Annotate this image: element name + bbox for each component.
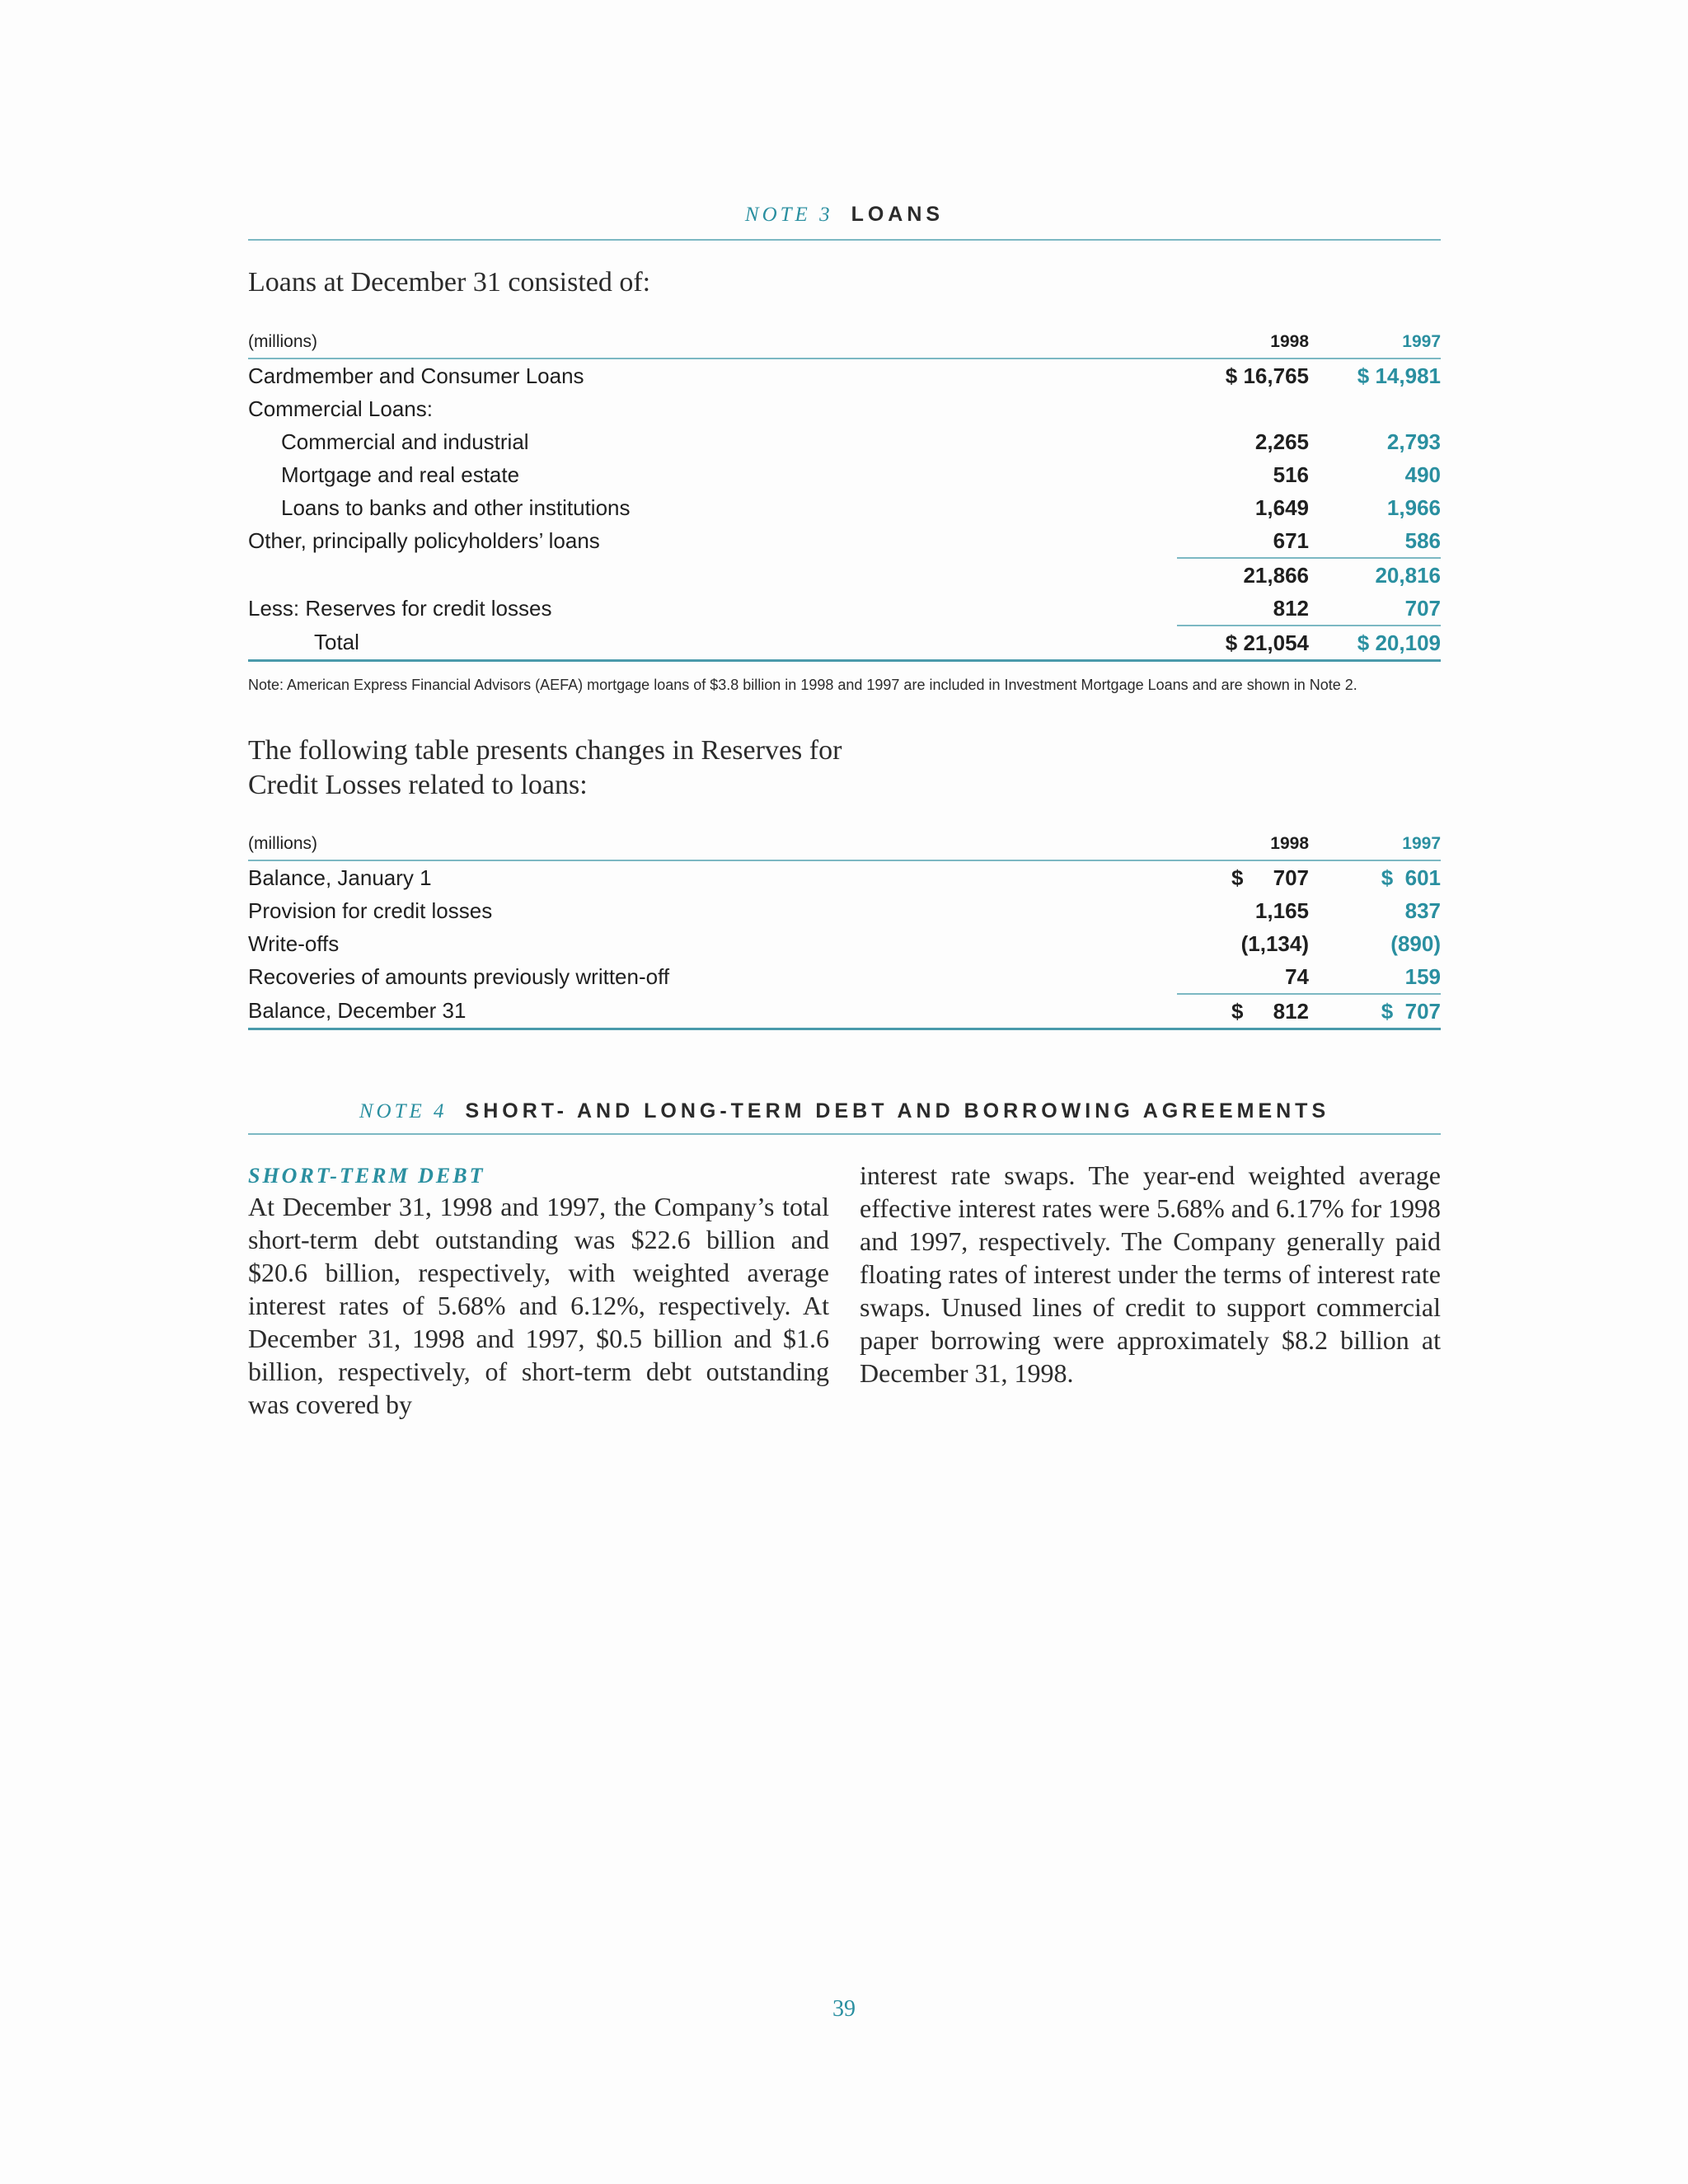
value-1998: 516	[1273, 462, 1309, 487]
row-label: Balance, January 1	[248, 860, 1177, 894]
table-row	[248, 860, 1441, 894]
table-row-total	[248, 994, 1441, 1029]
table-row	[248, 359, 1441, 392]
table-row-subtotal	[248, 558, 1441, 592]
row-label: Cardmember and Consumer Loans	[248, 359, 1177, 392]
value-1998: (1,134)	[1240, 930, 1309, 956]
table-header-row	[248, 828, 1441, 860]
row-label: Other, principally policyholders’ loans	[248, 528, 600, 553]
row-label: Total	[248, 626, 1177, 661]
value-1997: $ 20,109	[1309, 626, 1441, 661]
loans-intro: Loans at December 31 consisted of:	[248, 267, 651, 298]
value-1998: $ 21,054	[1177, 626, 1309, 661]
value-1997: 20,816	[1309, 558, 1441, 592]
col-1997-header: 1997	[1402, 834, 1441, 853]
loans-table	[248, 326, 1441, 662]
value-1997: 707	[1404, 595, 1441, 621]
table-row-total	[248, 626, 1441, 661]
value-1998: 74	[1285, 963, 1309, 989]
note4-title: SHORT- AND LONG-TERM DEBT AND BORROWING AGREEMENTS	[465, 1099, 1330, 1122]
note3-heading	[248, 203, 1441, 227]
unit-label: (millions)	[248, 834, 317, 853]
table-row	[248, 524, 1441, 558]
table-row	[248, 425, 1441, 458]
row-label: Mortgage and real estate	[281, 462, 520, 487]
table-row	[248, 927, 1441, 960]
value-1998: 2,265	[1254, 429, 1309, 454]
col-1997-header: 1997	[1402, 332, 1441, 351]
table-header-row	[248, 326, 1441, 359]
table-row	[248, 392, 1441, 425]
value-1997: 1,966	[1386, 494, 1441, 520]
reserves-intro	[248, 733, 842, 803]
reserves-table	[248, 828, 1441, 1030]
aefa-note: Note: American Express Financial Advisors (AEFA) mortgage loans of $3.8 billion in 1998 and 1997 are included in Investment Mortgage Loans and are shown in Note 2.	[248, 677, 1357, 693]
note4-heading	[248, 1099, 1441, 1123]
unit-label: (millions)	[248, 332, 317, 351]
row-label: Commercial and industrial	[281, 429, 529, 454]
row-label: Provision for credit losses	[248, 898, 493, 923]
value-1998: $ 707	[1177, 860, 1309, 894]
value-1997: 2,793	[1386, 429, 1441, 454]
value-1997: $ 707	[1309, 994, 1441, 1029]
row-label: Loans to banks and other institutions	[281, 494, 631, 520]
value-1998: 671	[1273, 527, 1309, 553]
table-row	[248, 894, 1441, 927]
note3-title: LOANS	[851, 203, 945, 226]
body-column-right	[860, 1159, 1441, 1390]
col-1998-header: 1998	[1270, 834, 1309, 853]
value-1997: 837	[1404, 898, 1441, 923]
body-column-left	[248, 1162, 829, 1421]
table-row	[248, 458, 1441, 491]
body-paragraph-1: At December 31, 1998 and 1997, the Company’s total short-term debt outstanding was $22.6 billion and $20.6 billion, respectively, with weighted average interest rates of 5.68% and 6.12%, respectively. At December 31, 1998 and 1997, $0.5 billion and $1.6 billion, respectively, of short-term debt outstanding was covered by	[248, 1192, 829, 1419]
value-1997: $ 601	[1309, 860, 1441, 894]
row-label: Write-offs	[248, 930, 340, 956]
note3-number: NOTE 3	[744, 204, 833, 226]
value-1998	[1177, 392, 1309, 425]
note4-number: NOTE 4	[359, 1100, 448, 1122]
value-1997	[1309, 392, 1441, 425]
table-row	[248, 491, 1441, 524]
value-1997: 159	[1404, 963, 1441, 989]
reserves-intro-line2: Credit Losses related to loans:	[248, 770, 588, 800]
table-row	[248, 960, 1441, 994]
note3-rule	[248, 239, 1441, 241]
reserves-intro-line1: The following table presents changes in Reserves for	[248, 735, 842, 766]
page-number: 39	[832, 1996, 856, 2022]
value-1997: (890)	[1390, 930, 1441, 956]
value-1998: 1,165	[1254, 898, 1309, 923]
body-paragraph-2: interest rate swaps. The year-end weighted average effective interest rates were 5.68% and 6.17% for 1998 and 1997, respectively. The Company generally paid floating rates of interest under the terms of interest rate swaps. Unused lines of credit to support commercial paper borrowing were approximately $8.2 billion at December 31, 1998.	[860, 1160, 1441, 1388]
value-1997: 586	[1404, 527, 1441, 553]
note4-rule	[248, 1133, 1441, 1135]
value-1998: $ 16,765	[1177, 359, 1309, 392]
value-1998: $ 812	[1177, 994, 1309, 1029]
row-label: Less: Reserves for credit losses	[248, 596, 552, 621]
short-term-debt-subhead: SHORT-TERM DEBT	[248, 1164, 485, 1188]
col-1998-header: 1998	[1270, 332, 1309, 351]
value-1997: $ 14,981	[1309, 359, 1441, 392]
table-row	[248, 592, 1441, 626]
value-1997: 490	[1404, 462, 1441, 487]
value-1998: 1,649	[1254, 494, 1309, 520]
row-label: Balance, December 31	[248, 994, 1177, 1029]
row-label: Recoveries of amounts previously written-off	[248, 964, 670, 989]
value-1998: 812	[1273, 595, 1309, 621]
row-label: Commercial Loans:	[248, 396, 433, 421]
value-1998: 21,866	[1177, 558, 1309, 592]
row-label	[248, 558, 1177, 592]
